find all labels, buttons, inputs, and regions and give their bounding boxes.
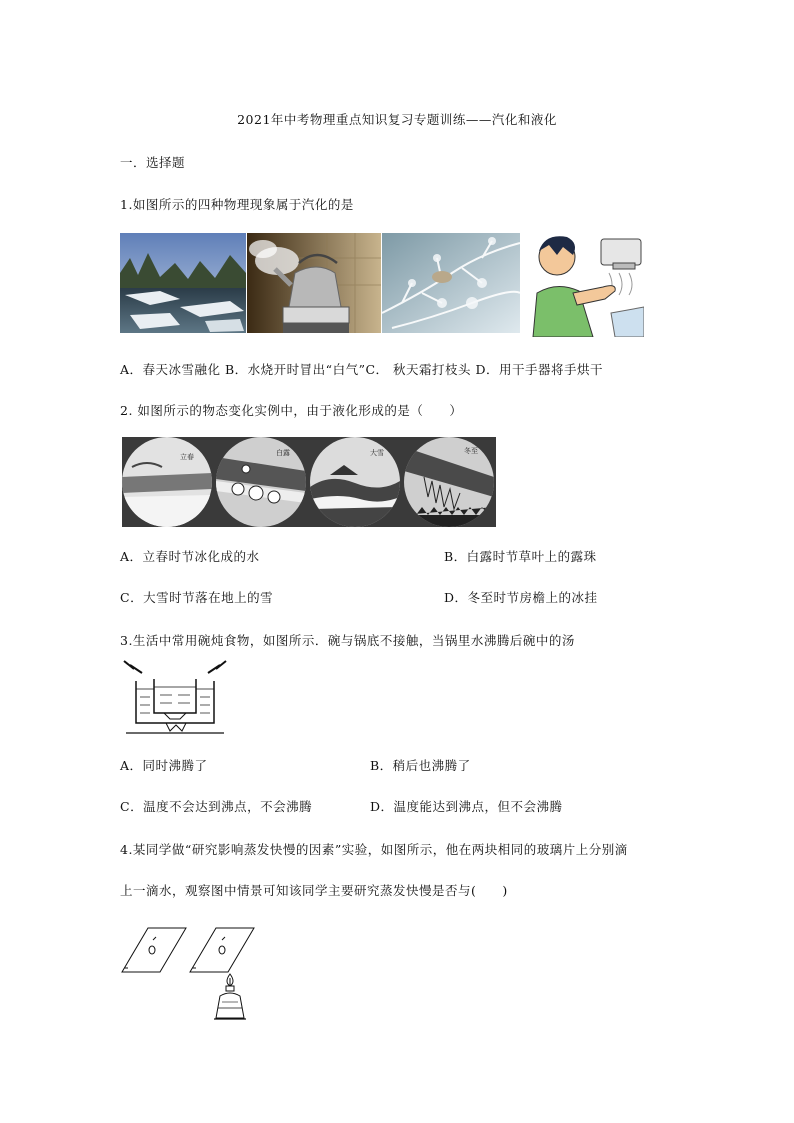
cartoon-hand-dryer [523,233,644,337]
q1-stem: 1.如图所示的四种物理现象属于汽化的是 [120,197,354,212]
q1-options: A．春天冰雪融化 B．水烧开时冒出“白气”C． 秋天霜打枝头 D．用干手器将手烘干 [120,362,604,377]
q1-photos [120,233,644,337]
q3-option-a: A．同时沸腾了 [120,758,208,773]
q4-stem-line2: 上一滴水，观察图中情景可知该同学主要研究蒸发快慢是否与( ) [120,883,508,898]
pot-bowl-diagram [120,657,230,737]
circle-dongzhi [404,437,494,527]
q1-figure-strip [120,233,644,337]
section-heading: 一．选择题 [120,155,186,170]
circle-bailu [216,437,306,527]
q3-option-b: B．稍后也沸腾了 [370,758,471,773]
label-lichun: 立春 [180,453,194,461]
q2-figure-strip [122,437,496,527]
q2-option-a: A．立春时节冰化成的水 [120,549,260,564]
label-bailu: 白露 [276,449,290,457]
q4-stem-line1: 4.某同学做“研究影响蒸发快慢的因素”实验，如图所示，他在两块相同的玻璃片上分别滴 [120,842,628,857]
q3-figure [120,657,230,737]
photo-frost-branch [382,233,520,333]
circle-daxue [310,437,400,527]
q2-option-b: B．白露时节草叶上的露珠 [444,549,597,564]
q2-option-c: C．大雪时节落在地上的雪 [120,590,274,605]
q3-stem: 3.生活中常用碗炖食物，如图所示．碗与锅底不接触，当锅里水沸腾后碗中的汤 [120,633,575,648]
page-title: 2021年中考物理重点知识复习专题训练——汽化和液化 [237,112,557,127]
q2-option-d: D．冬至时节房檐上的冰挂 [444,590,598,605]
q3-option-c: C．温度不会达到沸点，不会沸腾 [120,799,313,814]
q4-figure [118,924,262,1024]
photo-ice-melting [120,233,246,333]
glass-plates-diagram [118,924,262,1024]
q2-stem: 2. 如图所示的物态变化实例中，由于液化形成的是（ ） [120,403,463,418]
q3-option-d: D．温度能达到沸点，但不会沸腾 [370,799,563,814]
circle-lichun [122,437,212,527]
photo-kettle-steam [247,233,381,333]
q2-illustrations [122,437,496,527]
label-daxue: 大雪 [370,449,384,457]
label-dongzhi: 冬至 [464,447,478,455]
